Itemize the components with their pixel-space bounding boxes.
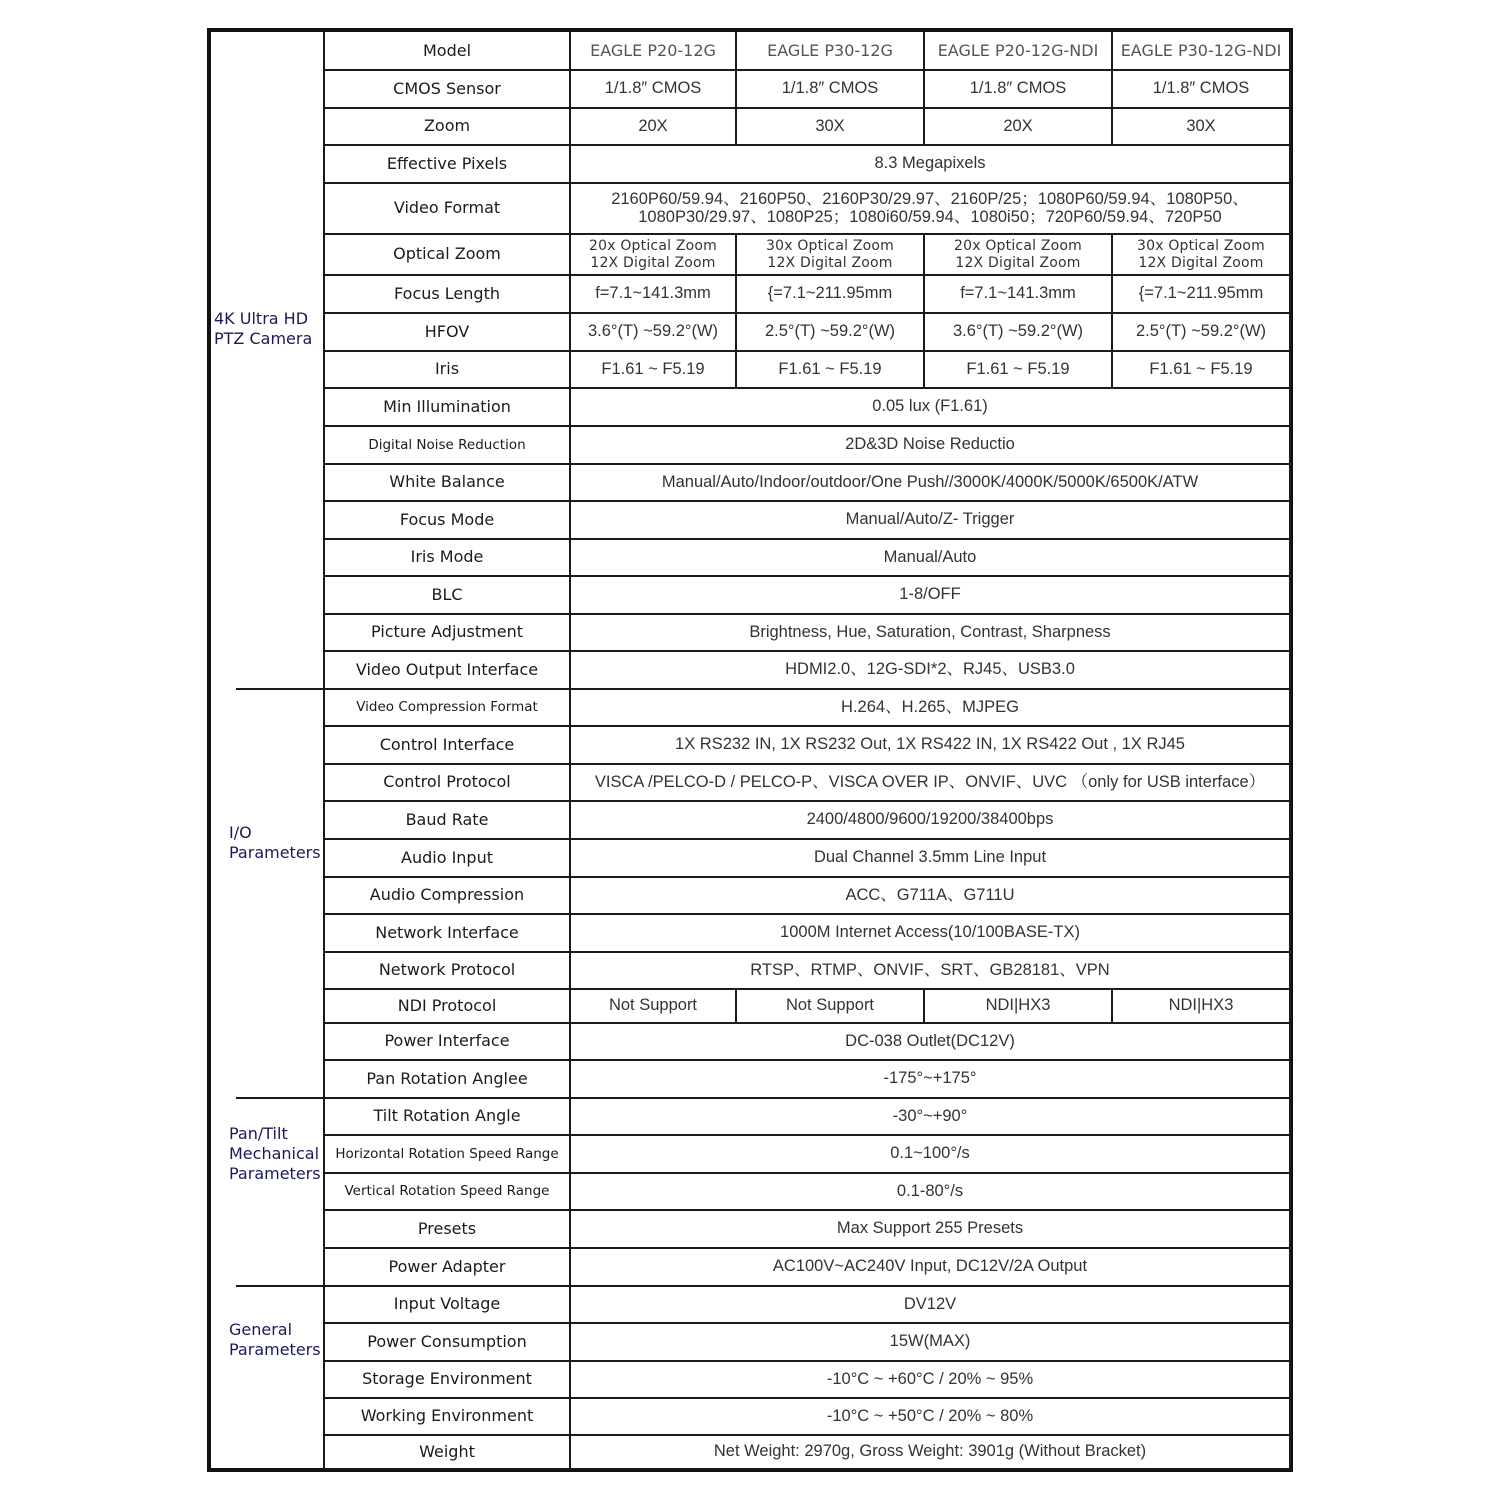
spec-row-label: Horizontal Rotation Speed Range <box>335 1145 559 1162</box>
column-divider <box>569 32 571 69</box>
spec-value: Net Weight: 2970g, Gross Weight: 3901g (Without Bracket) <box>713 1442 1147 1461</box>
spec-value: Manual/Auto/Z- Trigger <box>845 510 1015 529</box>
spec-value: -175°~+175° <box>883 1069 977 1088</box>
row-divider <box>236 1285 323 1287</box>
spec-value: -30°~+90° <box>892 1106 968 1125</box>
header-model-name: EAGLE P20-12G <box>590 41 716 61</box>
spec-value: F1.61 ~ F5.19 <box>778 359 882 378</box>
spec-row-label: Input Voltage <box>393 1294 501 1314</box>
spec-value: 1X RS232 IN, 1X RS232 Out, 1X RS422 IN, 1X RS422 Out , 1X RJ45 <box>675 735 1185 754</box>
spec-value: NDI|HX3 <box>1168 996 1234 1015</box>
spec-value: Not Support <box>785 996 875 1015</box>
spec-value: 15W(MAX) <box>889 1332 971 1351</box>
spec-row-label: Weight <box>419 1441 475 1461</box>
spec-value: Not Support <box>608 996 698 1015</box>
spec-row-label: Digital Noise Reduction <box>368 436 526 453</box>
spec-value: AC100V~AC240V Input, DC12V/2A Output <box>772 1257 1088 1276</box>
spec-value: 20x Optical Zoom 12X Digital Zoom <box>953 238 1082 271</box>
spec-value: 2D&3D Noise Reductio <box>845 435 1015 454</box>
spec-value: F1.61 ~ F5.19 <box>1149 359 1253 378</box>
spec-row-label: Control Interface <box>379 734 515 754</box>
spec-row-label: Vertical Rotation Speed Range <box>344 1183 550 1200</box>
spec-value: RTSP、RTMP、ONVIF、SRT、GB28181、VPN <box>750 960 1110 979</box>
spec-value: 2160P60/59.94、2160P50、2160P30/29.97、2160P/25；1080P60/59.94、1080P50、 1080P30/29.97、1080P25；1080i60/59.94、1080i50；720P60/59.94、720P50 <box>611 190 1249 226</box>
spec-value: 2.5°(T) ~59.2°(W) <box>764 322 896 341</box>
spec-row-label: Focus Mode <box>399 509 495 529</box>
spec-row-label: BLC <box>431 584 463 604</box>
spec-value: 2400/4800/9600/19200/38400bps <box>806 810 1054 829</box>
row-divider <box>236 1097 323 1099</box>
spec-value: Max Support 255 Presets <box>836 1219 1024 1238</box>
spec-value: f=7.1~141.3mm <box>595 284 711 303</box>
spec-row-label: Effective Pixels <box>386 153 508 173</box>
spec-value: Manual/Auto <box>883 547 977 566</box>
header-model-label: Model <box>422 41 472 61</box>
spec-row-label: Control Protocol <box>383 772 511 792</box>
spec-value: 20x Optical Zoom 12X Digital Zoom <box>588 238 717 271</box>
spec-value: 0.05 lux (F1.61) <box>872 397 988 416</box>
spec-sheet <box>207 28 1293 1472</box>
spec-row-label: Baud Rate <box>405 809 489 829</box>
spec-row-label: Working Environment <box>360 1406 534 1426</box>
spec-value: 1/1.8″ CMOS <box>969 79 1067 98</box>
spec-value: f=7.1~141.3mm <box>960 284 1076 303</box>
spec-row-label: Storage Environment <box>362 1369 532 1389</box>
spec-value: Manual/Auto/Indoor/outdoor/One Push//3000K/4000K/5000K/6500K/ATW <box>661 472 1199 491</box>
spec-value: 20X <box>1003 116 1033 135</box>
spec-row-label: Tilt Rotation Angle <box>373 1106 521 1126</box>
spec-value: Brightness, Hue, Saturation, Contrast, Sharpness <box>749 622 1111 641</box>
spec-value: 1/1.8″ CMOS <box>604 79 702 98</box>
spec-row-label: Video Compression Format <box>356 699 538 716</box>
spec-value: 30x Optical Zoom 12X Digital Zoom <box>1136 238 1265 271</box>
spec-value: HDMI2.0、12G-SDI*2、RJ45、USB3.0 <box>785 660 1075 679</box>
spec-value: 3.6°(T) ~59.2°(W) <box>587 322 719 341</box>
spec-row-label: Iris <box>434 359 460 379</box>
spec-row-label: Presets <box>417 1218 477 1238</box>
header-model-name: EAGLE P30-12G <box>767 41 893 61</box>
spec-value: ACC、G711A、G711U <box>845 885 1015 904</box>
spec-value: DV12V <box>903 1294 957 1313</box>
spec-row-label: White Balance <box>389 472 505 492</box>
spec-value: 0.1~100°/s <box>890 1144 970 1163</box>
spec-row-label: Power Interface <box>384 1031 510 1051</box>
spec-row-label: Focus Length <box>394 283 500 303</box>
group-label: General Parameters <box>229 1320 321 1359</box>
spec-value: 1-8/OFF <box>899 585 961 604</box>
spec-value: {=7.1~211.95mm <box>1138 284 1264 303</box>
spec-value: 30x Optical Zoom 12X Digital Zoom <box>765 238 894 271</box>
header-model-name: EAGLE P20-12G-NDI <box>937 41 1099 61</box>
spec-value: 30X <box>1186 116 1216 135</box>
spec-row-label: Power Adapter <box>388 1256 506 1276</box>
spec-row-label: Iris Mode <box>410 547 484 567</box>
header-model-name: EAGLE P30-12G-NDI <box>1120 41 1282 61</box>
spec-row-label: Audio Input <box>401 847 493 867</box>
spec-value: 1/1.8″ CMOS <box>1152 79 1250 98</box>
spec-value: -10°C ~ +60°C / 20% ~ 95% <box>826 1369 1034 1388</box>
spec-row-label: Picture Adjustment <box>371 622 523 642</box>
spec-row-label: Optical Zoom <box>393 244 501 264</box>
spec-row-label: Video Format <box>393 198 501 218</box>
spec-row-label: Power Consumption <box>367 1331 527 1351</box>
spec-row-label: NDI Protocol <box>397 995 497 1015</box>
spec-row-label: CMOS Sensor <box>393 78 501 98</box>
spec-value: Dual Channel 3.5mm Line Input <box>813 848 1047 867</box>
group-label: Pan/Tilt Mechanical Parameters <box>229 1124 321 1183</box>
spec-value: DC-038 Outlet(DC12V) <box>845 1031 1015 1050</box>
spec-value: 2.5°(T) ~59.2°(W) <box>1135 322 1267 341</box>
spec-row-label: HFOV <box>424 321 470 341</box>
column-divider <box>1289 32 1291 1468</box>
column-divider <box>735 32 737 69</box>
spec-row-label: Network Interface <box>375 922 519 942</box>
spec-row-label: Video Output Interface <box>355 659 539 679</box>
row-divider <box>323 1468 1291 1470</box>
spec-value: F1.61 ~ F5.19 <box>966 359 1070 378</box>
spec-value: 0.1-80°/s <box>896 1181 964 1200</box>
spec-row-label: Zoom <box>423 116 471 136</box>
spec-row-label: Pan Rotation Anglee <box>366 1068 528 1088</box>
spec-value: VISCA /PELCO-D / PELCO-P、VISCA OVER IP、ONVIF、UVC （only for USB interface） <box>594 772 1266 791</box>
spec-value: -10°C ~ +50°C / 20% ~ 80% <box>826 1406 1034 1425</box>
spec-value: 8.3 Megapixels <box>874 154 986 173</box>
spec-value: 20X <box>638 116 668 135</box>
spec-value: 30X <box>815 116 845 135</box>
spec-value: 3.6°(T) ~59.2°(W) <box>952 322 1084 341</box>
spec-value: 1000M Internet Access(10/100BASE-TX) <box>780 923 1080 942</box>
spec-value: 1/1.8″ CMOS <box>781 79 879 98</box>
group-label: 4K Ultra HD PTZ Camera <box>214 309 313 348</box>
spec-value: NDI|HX3 <box>985 996 1051 1015</box>
spec-value: H.264、H.265、MJPEG <box>841 697 1019 716</box>
group-label: I/O Parameters <box>229 823 321 862</box>
spec-value: {=7.1~211.95mm <box>767 284 893 303</box>
row-divider <box>236 688 323 690</box>
column-divider <box>1111 32 1113 69</box>
spec-value: F1.61 ~ F5.19 <box>601 359 705 378</box>
column-divider <box>923 32 925 69</box>
spec-row-label: Network Protocol <box>378 960 516 980</box>
spec-row-label: Audio Compression <box>369 885 525 905</box>
spec-row-label: Min Illumination <box>383 396 511 416</box>
